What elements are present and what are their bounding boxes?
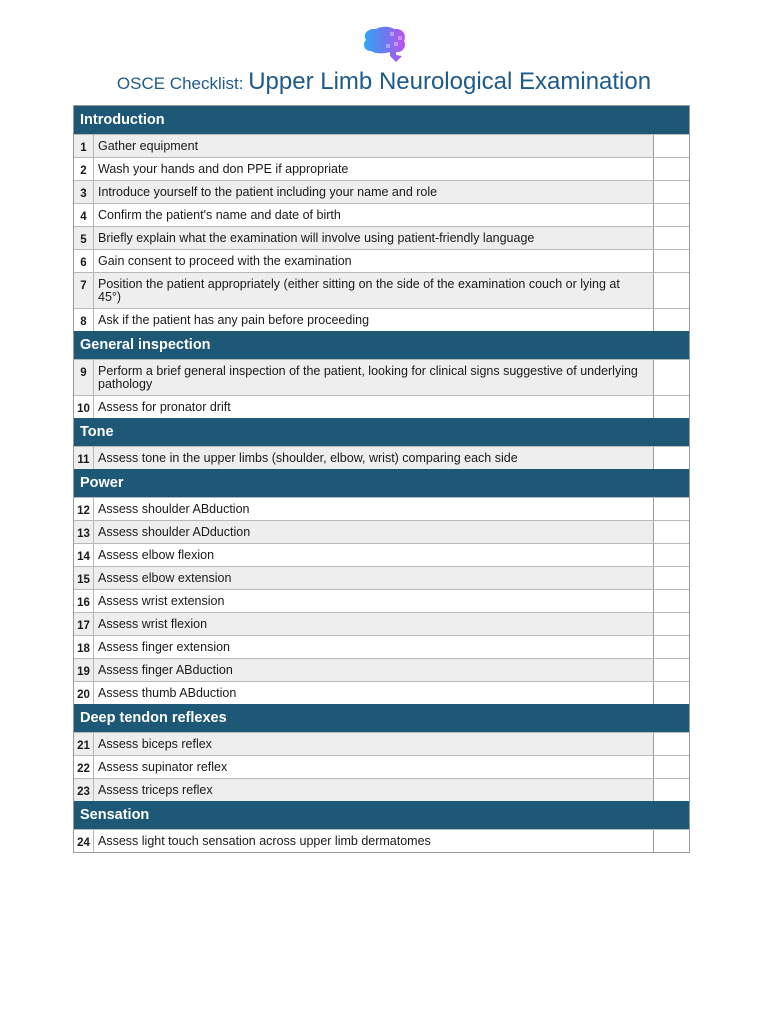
checkbox-cell[interactable]: [653, 498, 689, 520]
item-text: Assess light touch sensation across upper limb dermatomes: [98, 834, 431, 848]
item-number: 14: [74, 544, 94, 566]
checklist-row: [74, 359, 689, 395]
item-number: 20: [74, 682, 94, 704]
checklist-row: [74, 658, 689, 681]
item-text: Assess elbow flexion: [98, 548, 215, 562]
item-number: 4: [74, 204, 94, 226]
checkbox-cell[interactable]: [653, 181, 689, 203]
checkbox-cell[interactable]: [653, 227, 689, 249]
item-text: Assess wrist flexion: [98, 617, 208, 631]
checklist-row: [74, 157, 689, 180]
section-header: Sensation: [74, 801, 689, 829]
checklist-row: [74, 446, 689, 469]
checklist-row: [74, 755, 689, 778]
checklist-row: [74, 249, 689, 272]
item-number: 19: [74, 659, 94, 681]
section-header: Power: [74, 469, 689, 497]
checklist-row: [74, 589, 689, 612]
item-number: 22: [74, 756, 94, 778]
checkbox-cell[interactable]: [653, 613, 689, 635]
item-text: Assess wrist extension: [98, 594, 225, 608]
checklist-row: [74, 681, 689, 704]
title-main: Upper Limb Neurological Examination: [248, 68, 652, 95]
item-text: Gain consent to proceed with the examination: [98, 254, 352, 268]
item-number: 1: [74, 135, 94, 157]
item-text: Assess for pronator drift: [98, 400, 231, 414]
item-text: Assess biceps reflex: [98, 737, 212, 751]
item-number: 24: [74, 830, 94, 852]
item-text: Perform a brief general inspection of the patient, looking for clinical signs suggestive of underlying pathology: [98, 364, 638, 391]
checklist-row: [74, 612, 689, 635]
item-text: Assess tone in the upper limbs (shoulder, elbow, wrist) comparing each side: [98, 451, 518, 465]
checklist-row: [74, 732, 689, 755]
item-text: Assess finger extension: [98, 640, 231, 654]
item-text: Assess elbow extension: [98, 571, 232, 585]
checklist-row: [74, 395, 689, 418]
item-text: Confirm the patient's name and date of birth: [98, 208, 341, 222]
checklist-row: [74, 272, 689, 308]
title-prefix: OSCE Checklist:: [116, 74, 249, 93]
checklist-row: [74, 520, 689, 543]
item-number: 15: [74, 567, 94, 589]
item-text: Assess finger ABduction: [98, 663, 233, 677]
item-number: 13: [74, 521, 94, 543]
checkbox-cell[interactable]: [653, 309, 689, 331]
checkbox-cell[interactable]: [653, 636, 689, 658]
checkbox-cell[interactable]: [653, 204, 689, 226]
checkbox-cell[interactable]: [653, 590, 689, 612]
item-text: Introduce yourself to the patient including your name and role: [98, 185, 438, 199]
checkbox-cell[interactable]: [653, 135, 689, 157]
checkbox-cell[interactable]: [653, 158, 689, 180]
checkbox-cell[interactable]: [653, 567, 689, 589]
item-text: Position the patient appropriately (either sitting on the side of the examination couch or lying at 45°): [98, 277, 620, 304]
item-number: 3: [74, 181, 94, 203]
section-header: General inspection: [74, 331, 689, 359]
item-number: 16: [74, 590, 94, 612]
section-header: Deep tendon reflexes: [74, 704, 689, 732]
item-number: 10: [74, 396, 94, 418]
item-text: Wash your hands and don PPE if appropriate: [98, 162, 349, 176]
checklist-row: [74, 134, 689, 157]
checkbox-cell[interactable]: [653, 682, 689, 704]
checkbox-cell[interactable]: [653, 544, 689, 566]
brain-logo-icon: [360, 26, 408, 64]
checkbox-cell[interactable]: [653, 830, 689, 852]
checklist-row: [74, 635, 689, 658]
item-text: Assess triceps reflex: [98, 783, 213, 797]
item-number: 5: [74, 227, 94, 249]
item-number: 21: [74, 733, 94, 755]
item-text: Ask if the patient has any pain before proceeding: [98, 313, 370, 327]
checklist-row: [74, 226, 689, 249]
item-text: Gather equipment: [98, 139, 199, 153]
item-text: Assess shoulder ABduction: [98, 502, 250, 516]
item-text: Assess supinator reflex: [98, 760, 228, 774]
item-text: Assess shoulder ADduction: [98, 525, 251, 539]
checklist-row: [74, 203, 689, 226]
checklist-row: [74, 566, 689, 589]
checklist-row: [74, 778, 689, 801]
checkbox-cell[interactable]: [653, 733, 689, 755]
item-number: 8: [74, 309, 94, 331]
checkbox-cell[interactable]: [653, 273, 689, 308]
checkbox-cell[interactable]: [653, 756, 689, 778]
item-number: 23: [74, 779, 94, 801]
checklist-row: [74, 543, 689, 566]
checkbox-cell[interactable]: [653, 447, 689, 469]
checkbox-cell[interactable]: [653, 659, 689, 681]
item-text: Assess thumb ABduction: [98, 686, 237, 700]
section-header: Introduction: [74, 106, 689, 134]
checklist-row: [74, 308, 689, 331]
checklist-row: [74, 497, 689, 520]
item-number: 18: [74, 636, 94, 658]
checkbox-cell[interactable]: [653, 396, 689, 418]
page-title: [0, 68, 768, 96]
checklist-row: [74, 829, 689, 852]
checkbox-cell[interactable]: [653, 360, 689, 395]
item-number: 11: [74, 447, 94, 469]
checkbox-cell[interactable]: [653, 250, 689, 272]
item-text: Briefly explain what the examination will involve using patient-friendly language: [98, 231, 535, 245]
checklist-table: [73, 105, 690, 853]
section-header: Tone: [74, 418, 689, 446]
checklist-row: [74, 180, 689, 203]
item-number: 2: [74, 158, 94, 180]
checkbox-cell[interactable]: [653, 779, 689, 801]
item-number: 17: [74, 613, 94, 635]
checkbox-cell[interactable]: [653, 521, 689, 543]
item-number: 12: [74, 498, 94, 520]
item-number: 6: [74, 250, 94, 272]
item-number: 9: [74, 360, 94, 395]
item-number: 7: [74, 273, 94, 308]
